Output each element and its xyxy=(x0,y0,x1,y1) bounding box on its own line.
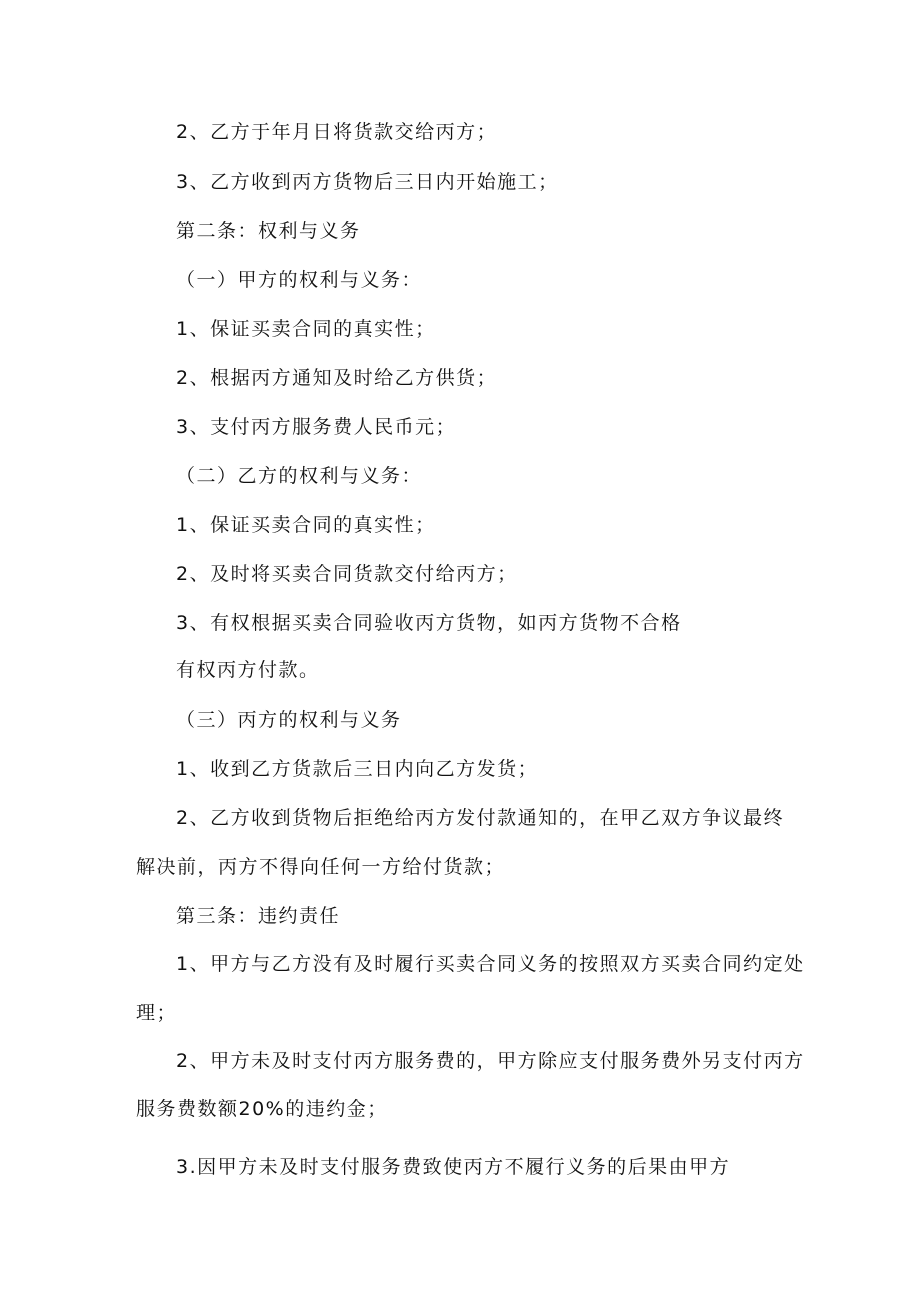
section-heading: 第三条：违约责任 xyxy=(176,905,341,927)
clause-line: 有权丙方付款。 xyxy=(176,659,320,681)
clause-line: 1、收到乙方货款后三日内向乙方发货； xyxy=(176,758,539,780)
subsection-heading: （三）丙方的权利与义务 xyxy=(176,709,402,731)
clause-line: 理； xyxy=(136,1002,178,1024)
clause-line: 1、保证买卖合同的真实性； xyxy=(176,514,436,536)
clause-line: 3、有权根据买卖合同验收丙方货物，如丙方货物不合格 xyxy=(176,612,682,634)
subsection-heading: （二）乙方的权利与义务： xyxy=(176,465,423,487)
clause-line: 2、乙方收到货物后拒绝给丙方发付款通知的，在甲乙双方争议最终 xyxy=(176,807,785,829)
section-heading: 第二条：权利与义务 xyxy=(176,220,361,242)
clause-line: 2、甲方未及时支付丙方服务费的，甲方除应支付服务费外另支付丙方 xyxy=(176,1050,805,1072)
clause-line: 解决前，丙方不得向任何一方给付货款； xyxy=(136,856,506,878)
clause-line: 2、及时将买卖合同货款交付给丙方； xyxy=(176,563,518,585)
clause-line: 3、乙方收到丙方货物后三日内开始施工； xyxy=(176,171,559,193)
clause-line: 2、根据丙方通知及时给乙方供货； xyxy=(176,367,498,389)
clause-line: 1、甲方与乙方没有及时履行买卖合同义务的按照双方买卖合同约定处 xyxy=(176,953,805,975)
clause-line: 服务费数额20%的违约金； xyxy=(136,1098,388,1120)
subsection-heading: （一）甲方的权利与义务： xyxy=(176,269,423,291)
clause-line: 1、保证买卖合同的真实性； xyxy=(176,318,436,340)
clause-line: 3.因甲方未及时支付服务费致使丙方不履行义务的后果由甲方 xyxy=(176,1156,731,1178)
clause-line: 3、支付丙方服务费人民币元； xyxy=(176,416,457,438)
clause-line: 2、乙方于年月日将货款交给丙方； xyxy=(176,121,498,143)
